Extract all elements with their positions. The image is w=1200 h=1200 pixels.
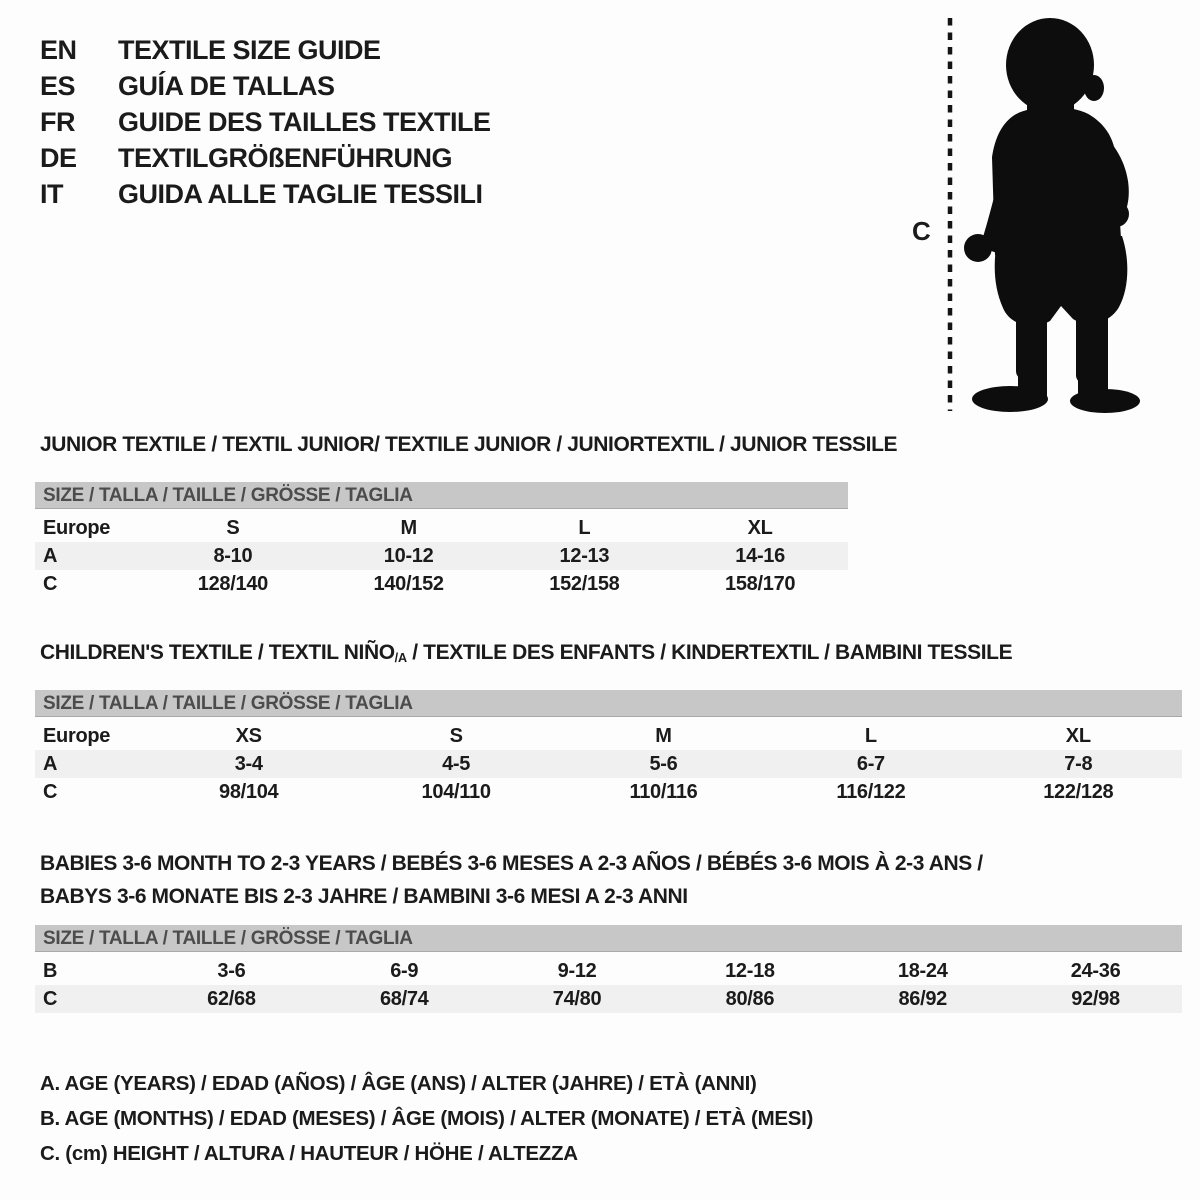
- children-row-europe: [35, 722, 1182, 750]
- age-cell: 10-12: [383, 545, 434, 567]
- babies-size-table: [35, 925, 1182, 1013]
- size-cell: S: [226, 517, 240, 539]
- height-cell: 116/122: [836, 781, 906, 803]
- row-label: C: [43, 573, 58, 595]
- babies-title-line1: BABIES 3-6 MONTH TO 2-3 YEARS / BEBÉS 3-6 MESES A 2-3 AÑOS / BÉBÉS 3-6 MOIS À 2-3 ANS /: [40, 852, 983, 875]
- children-row-age: [35, 750, 1182, 778]
- months-cell: 12-18: [725, 960, 775, 982]
- size-cell: S: [449, 725, 463, 747]
- children-row-height: [35, 778, 1182, 806]
- children-title-text: CHILDREN'S TEXTILE / TEXTIL NIÑO: [40, 641, 395, 664]
- junior-row-europe: [35, 514, 848, 542]
- height-cell: 92/98: [1071, 988, 1120, 1010]
- babies-section-title: [40, 847, 983, 913]
- lang-row-fr: [40, 104, 491, 140]
- junior-size-table: [35, 482, 848, 598]
- children-title-text: / TEXTILE DES ENFANTS / KINDERTEXTIL / BAMBINI TESSILE: [406, 641, 1013, 664]
- lang-label: TEXTILGRÖßENFÜHRUNG: [118, 142, 452, 173]
- lang-label: GUIDA ALLE TAGLIE TESSILI: [118, 178, 483, 209]
- months-cell: 9-12: [557, 960, 597, 982]
- size-cell: M: [400, 517, 417, 539]
- height-cell: 104/110: [421, 781, 491, 803]
- age-cell: 7-8: [1064, 753, 1093, 775]
- junior-size-header-bar: SIZE / TALLA / TAILLE / GRÖSSE / TAGLIA: [35, 482, 848, 509]
- row-label: Europe: [43, 725, 111, 747]
- row-label: C: [43, 781, 58, 803]
- height-cell: 152/158: [549, 573, 620, 595]
- height-cell: 140/152: [373, 573, 444, 595]
- legend-line-a: A. AGE (YEARS) / EDAD (AÑOS) / ÂGE (ANS) / ALTER (JAHRE) / ETÀ (ANNI): [40, 1072, 757, 1095]
- row-label: C: [43, 988, 58, 1010]
- babies-title-line2: BABYS 3-6 MONATE BIS 2-3 JAHRE / BAMBINI 3-6 MESI A 2-3 ANNI: [40, 885, 688, 908]
- lang-code: ES: [40, 70, 76, 101]
- legend-line-b: B. AGE (MONTHS) / EDAD (MESES) / ÂGE (MOIS) / ALTER (MONATE) / ETÀ (MESI): [40, 1107, 814, 1130]
- row-label: A: [43, 545, 58, 567]
- junior-row-height: [35, 570, 848, 598]
- row-label: Europe: [43, 517, 111, 539]
- children-size-header-bar: SIZE / TALLA / TAILLE / GRÖSSE / TAGLIA: [35, 690, 1182, 717]
- size-cell: M: [655, 725, 672, 747]
- lang-code: IT: [40, 178, 63, 209]
- size-cell: XL: [1065, 725, 1091, 747]
- age-cell: 12-13: [559, 545, 610, 567]
- lang-row-es: [40, 68, 491, 104]
- row-label: B: [43, 960, 58, 982]
- row-label: A: [43, 753, 58, 775]
- height-cell: 122/128: [1043, 781, 1114, 803]
- babies-row-months: [35, 957, 1182, 985]
- children-section-title: [40, 641, 1012, 665]
- height-cell: 86/92: [898, 988, 948, 1010]
- lang-row-it: [40, 176, 491, 212]
- age-cell: 3-4: [234, 753, 263, 775]
- age-cell: 5-6: [649, 753, 678, 775]
- lang-row-de: [40, 140, 491, 176]
- legend-line-c: C. (cm) HEIGHT / ALTURA / HAUTEUR / HÖHE / ALTEZZA: [40, 1142, 578, 1165]
- height-cell: 110/116: [629, 781, 698, 803]
- height-cell: 68/74: [379, 988, 429, 1010]
- age-cell: 14-16: [735, 545, 785, 567]
- months-cell: 18-24: [897, 960, 948, 982]
- babies-size-header-bar: SIZE / TALLA / TAILLE / GRÖSSE / TAGLIA: [35, 925, 1182, 952]
- months-cell: 24-36: [1070, 960, 1121, 982]
- height-cell: 62/68: [207, 988, 256, 1010]
- lang-label: GUÍA DE TALLAS: [118, 70, 335, 101]
- height-measure-label: C: [912, 216, 931, 246]
- height-cell: 80/86: [725, 988, 775, 1010]
- legend-block: [40, 1066, 813, 1171]
- age-cell: 6-7: [856, 753, 885, 775]
- lang-code: FR: [40, 106, 75, 137]
- lang-code: DE: [40, 142, 77, 173]
- babies-row-height: [35, 985, 1182, 1013]
- children-size-table: [35, 690, 1182, 806]
- height-cell: 158/170: [725, 573, 796, 595]
- baby-silhouette-shape: [964, 18, 1140, 413]
- months-cell: 6-9: [390, 960, 419, 982]
- age-cell: 8-10: [213, 545, 253, 567]
- lang-label: TEXTILE SIZE GUIDE: [118, 34, 381, 65]
- height-cell: 98/104: [219, 781, 279, 803]
- size-cell: L: [864, 725, 877, 747]
- height-cell: 128/140: [197, 573, 268, 595]
- height-cell: 74/80: [552, 988, 602, 1010]
- junior-row-age: [35, 542, 848, 570]
- lang-label: GUIDE DES TAILLES TEXTILE: [118, 106, 491, 137]
- size-cell: L: [578, 517, 591, 539]
- size-cell: XL: [747, 517, 773, 539]
- age-cell: 4-5: [442, 753, 471, 775]
- language-title-block: [40, 32, 491, 212]
- lang-row-en: [40, 32, 491, 68]
- baby-silhouette-figure: [900, 8, 1170, 423]
- size-cell: XS: [235, 725, 262, 747]
- junior-section-title: JUNIOR TEXTILE / TEXTIL JUNIOR/ TEXTILE JUNIOR / JUNIORTEXTIL / JUNIOR TESSILE: [40, 433, 898, 456]
- children-title-subscript: /A: [394, 651, 407, 665]
- months-cell: 3-6: [217, 960, 246, 982]
- lang-code: EN: [40, 34, 77, 65]
